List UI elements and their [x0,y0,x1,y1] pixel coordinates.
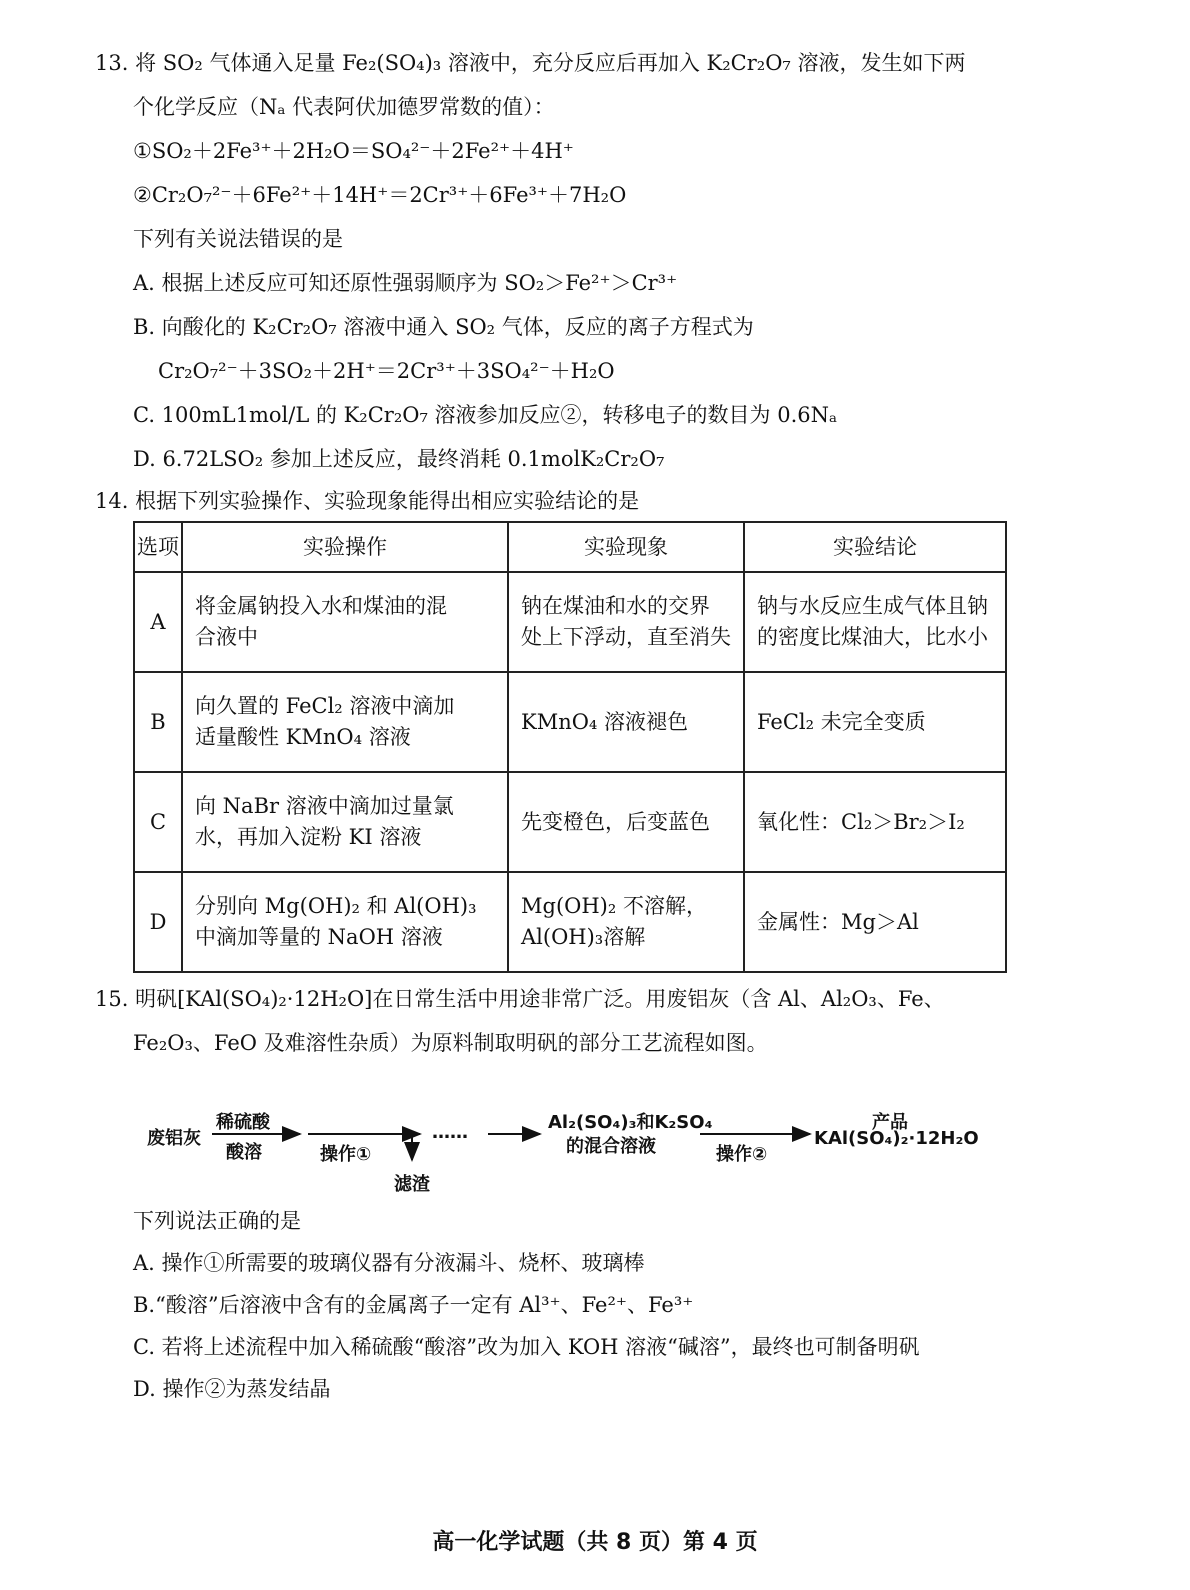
operation-line: 适量酸性 KMnO₄ 溶液 [195,725,411,749]
flow-mixture-line1: Al₂(SO₄)₃和K₂SO₄ [548,1112,713,1133]
q15-line2: Fe₂O₃、FeO 及难溶性杂质）为原料制取明矾的部分工艺流程如图。 [133,1031,768,1055]
experiment-table [133,521,1007,973]
q15-stem: 下列说法正确的是 [133,1209,301,1233]
operation-line: 中滴加等量的 NaOH 溶液 [195,925,443,949]
flow-acid-dissolve: 酸溶 [226,1142,262,1163]
phenomenon-line: Al(OH)₃溶解 [521,925,646,949]
row-conclusion [744,572,1006,672]
row-phenomenon [508,572,744,672]
phenomenon-line: KMnO₄ 溶液褪色 [521,709,689,734]
flow-mixture-line2: 的混合溶液 [566,1136,656,1157]
phenomenon-line: Mg(OH)₂ 不溶解， [521,894,707,918]
row-phenomenon [508,772,744,872]
page-footer: 高一化学试题（共 8 页）第 4 页 [432,1530,758,1555]
flow-operation-2: 操作② [716,1144,768,1165]
conclusion-line: 的密度比煤油大，比水小 [757,625,988,649]
flow-product: KAl(SO₄)₂·12H₂O [814,1128,979,1149]
operation-line: 水，再加入淀粉 KI 溶液 [195,825,422,849]
q15-option-a: A. 操作①所需要的玻璃仪器有分液漏斗、烧杯、玻璃棒 [133,1251,645,1275]
q13-equation-1: ①SO₂＋2Fe³⁺＋2H₂O＝SO₄²⁻＋2Fe²⁺＋4H⁺ [133,139,574,163]
q13-line2: 个化学反应（Nₐ 代表阿伏加德罗常数的值）： [133,95,555,119]
conclusion-line: 金属性：Mg＞Al [757,909,919,934]
header-phenomenon: 实验现象 [508,522,744,572]
flow-product-label: 产品 [872,1112,908,1133]
header-operation: 实验操作 [182,522,508,572]
q13-option-d: D. 6.72LSO₂ 参加上述反应，最终消耗 0.1molK₂Cr₂O₇ [133,447,665,471]
header-option: 选项 [134,522,182,572]
process-flow-diagram [0,1100,1190,1210]
flow-start: 废铝灰 [147,1128,201,1149]
flow-operation-1: 操作① [320,1144,372,1165]
row-option: B [134,672,182,772]
q15-option-b: B.“酸溶”后溶液中含有的金属离子一定有 Al³⁺、Fe²⁺、Fe³⁺ [133,1293,694,1317]
header-conclusion: 实验结论 [744,522,1006,572]
flow-ellipsis: …… [432,1122,468,1143]
q13-option-b-line1: B. 向酸化的 K₂Cr₂O₇ 溶液中通入 SO₂ 气体，反应的离子方程式为 [133,315,754,339]
q13-option-a: A. 根据上述反应可知还原性强弱顺序为 SO₂＞Fe²⁺＞Cr³⁺ [133,271,678,295]
phenomenon-line: 处上下浮动，直至消失 [521,625,731,649]
q13-option-b-line2: Cr₂O₇²⁻＋3SO₂＋2H⁺＝2Cr³⁺＋3SO₄²⁻＋H₂O [158,359,615,383]
operation-line: 向久置的 FeCl₂ 溶液中滴加 [195,694,455,718]
row-operation [182,572,508,672]
flow-reagent: 稀硫酸 [216,1112,270,1133]
operation-line: 向 NaBr 溶液中滴加过量氯 [195,794,454,818]
row-conclusion [744,672,1006,772]
conclusion-line: 氧化性：Cl₂＞Br₂＞I₂ [757,809,965,834]
phenomenon-line: 钠在煤油和水的交界 [521,594,710,618]
phenomenon-line: 先变橙色，后变蓝色 [521,809,710,834]
table-row [134,872,1006,972]
row-option: D [134,872,182,972]
row-phenomenon [508,672,744,772]
operation-line: 分别向 Mg(OH)₂ 和 Al(OH)₃ [195,894,477,918]
row-conclusion [744,872,1006,972]
row-conclusion [744,772,1006,872]
operation-line: 将金属钠投入水和煤油的混 [195,594,447,618]
table-row [134,772,1006,872]
table-row [134,572,1006,672]
row-operation [182,872,508,972]
q13-line1: 13. 将 SO₂ 气体通入足量 Fe₂(SO₄)₃ 溶液中，充分反应后再加入 K₂Cr₂O₇ 溶液，发生如下两 [95,51,966,75]
q13-option-c: C. 100mL1mol/L 的 K₂Cr₂O₇ 溶液参加反应②，转移电子的数目为 0.6Nₐ [133,403,838,427]
conclusion-line: 钠与水反应生成气体且钠 [757,594,988,618]
table-row [134,672,1006,772]
q14-stem: 14. 根据下列实验操作、实验现象能得出相应实验结论的是 [95,489,640,513]
q13-equation-2: ②Cr₂O₇²⁻＋6Fe²⁺＋14H⁺＝2Cr³⁺＋6Fe³⁺＋7H₂O [133,183,627,207]
q15-line1: 15. 明矾[KAl(SO₄)₂·12H₂O]在日常生活中用途非常广泛。用废铝灰（含 Al、Al₂O₃、Fe、 [95,987,945,1011]
row-operation [182,772,508,872]
row-option: C [134,772,182,872]
flow-residue: 滤渣 [394,1174,430,1195]
row-operation [182,672,508,772]
q13-stem: 下列有关说法错误的是 [133,227,343,251]
q15-option-c: C. 若将上述流程中加入稀硫酸“酸溶”改为加入 KOH 溶液“碱溶”，最终也可制备明矾 [133,1335,920,1359]
operation-line: 合液中 [195,625,258,649]
table-header-row [134,522,1006,572]
row-option: A [134,572,182,672]
q15-option-d: D. 操作②为蒸发结晶 [133,1377,331,1401]
row-phenomenon [508,872,744,972]
conclusion-line: FeCl₂ 未完全变质 [757,709,926,734]
